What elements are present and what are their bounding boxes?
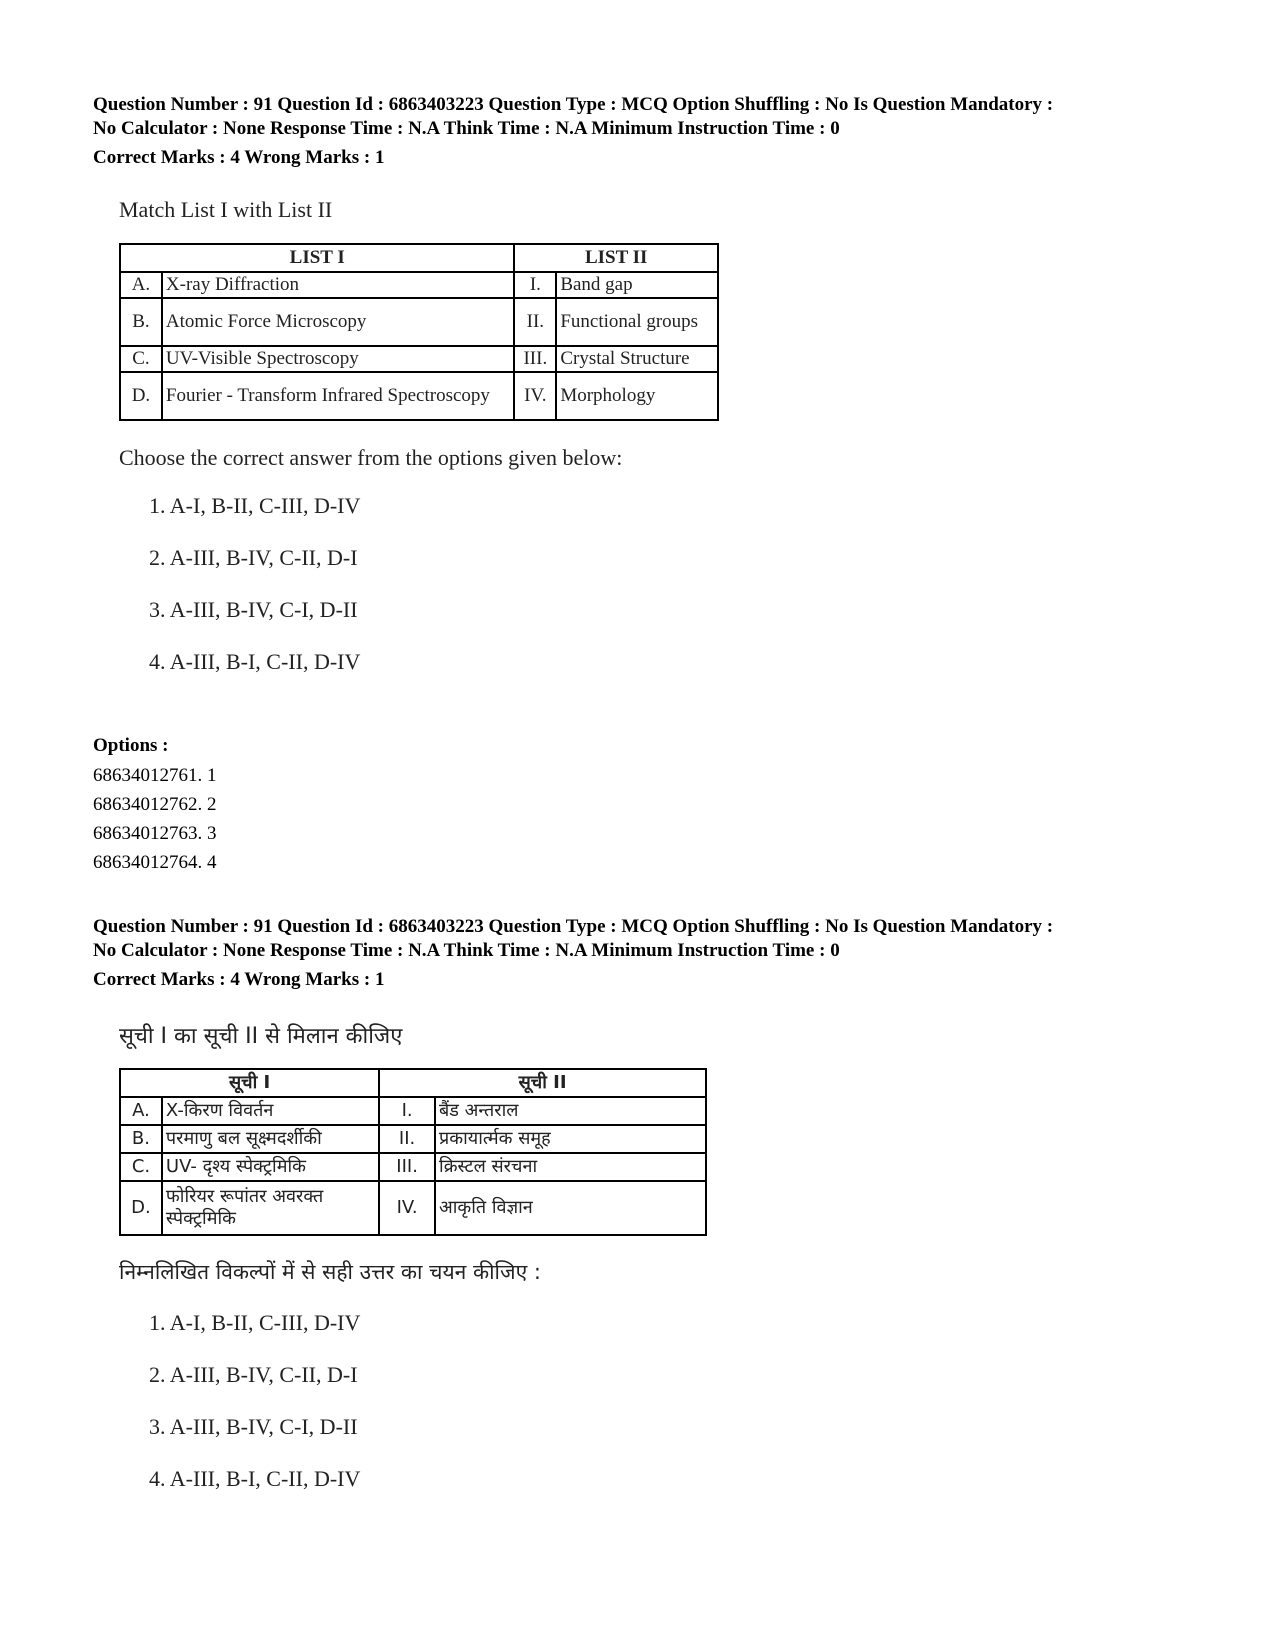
row-key: D. [120,1181,162,1235]
question-content-1 [119,197,719,675]
choice-list [119,493,719,675]
row-value: आकृति विज्ञान [435,1181,706,1235]
choice-item: 3. A-III, B-IV, C-I, D-II [149,1414,358,1439]
row-key: IV. [514,372,556,420]
list1-header: LIST I [120,244,514,272]
options-label: Options : [93,735,169,756]
choice-item: 3. A-III, B-IV, C-I, D-II [149,597,358,622]
row-key: I. [514,272,556,298]
row-value: Functional groups [556,298,718,346]
choice-item: 4. A-III, B-I, C-II, D-IV [149,649,361,674]
row-value: Morphology [556,372,718,420]
row-key: IV. [379,1181,435,1235]
choose-instruction: Choose the correct answer from the options given below: [119,445,623,470]
question-meta-1 [93,93,1193,170]
question-stem: सूची I का सूची II से मिलान कीजिए [119,1024,403,1049]
row-value: बैंड अन्तराल [435,1097,706,1125]
row-value: परमाणु बल सूक्ष्मदर्शीकी [162,1125,379,1153]
row-key: II. [514,298,556,346]
options-section [93,735,1193,877]
row-value: Atomic Force Microscopy [162,298,514,346]
match-table [119,1068,707,1236]
row-key: B. [120,1125,162,1153]
meta-line-1: Question Number : 91 Question Id : 6863403223 Question Type : MCQ Option Shuffling : No Is Question Mandatory : [93,916,1054,937]
row-value: Band gap [556,272,718,298]
row-value: क्रिस्टल संरचना [435,1153,706,1181]
row-value: प्रकायार्त्मक समूह [435,1125,706,1153]
list1-header: सूची I [120,1069,379,1097]
row-value: Fourier - Transform Infrared Spectroscopy [162,372,514,420]
row-key: C. [120,1153,162,1181]
row-value: X-ray Diffraction [162,272,514,298]
row-key: III. [514,346,556,372]
question-content-2 [119,1020,707,1492]
question-stem: Match List I with List II [119,197,333,222]
meta-line-2: No Calculator : None Response Time : N.A Think Time : N.A Minimum Instruction Time : 0 [93,940,840,961]
row-key: B. [120,298,162,346]
option-row: 68634012761. 1 [93,765,217,786]
option-row: 68634012763. 3 [93,823,217,844]
row-key: D. [120,372,162,420]
option-row: 68634012762. 2 [93,794,217,815]
choice-item: 1. A-I, B-II, C-III, D-IV [149,1310,361,1335]
row-key: III. [379,1153,435,1181]
choice-item: 1. A-I, B-II, C-III, D-IV [149,493,361,518]
choice-item: 2. A-III, B-IV, C-II, D-I [149,1362,358,1387]
marks-line: Correct Marks : 4 Wrong Marks : 1 [93,147,385,168]
row-key: C. [120,346,162,372]
row-key: II. [379,1125,435,1153]
choice-item: 2. A-III, B-IV, C-II, D-I [149,545,358,570]
row-key: A. [120,1097,162,1125]
row-value: X-किरण विवर्तन [162,1097,379,1125]
row-value: UV-Visible Spectroscopy [162,346,514,372]
list2-header: LIST II [514,244,718,272]
choice-list [119,1310,707,1492]
meta-line-2: No Calculator : None Response Time : N.A Think Time : N.A Minimum Instruction Time : 0 [93,118,840,139]
choice-item: 4. A-III, B-I, C-II, D-IV [149,1466,361,1491]
row-key: I. [379,1097,435,1125]
row-value: फोरियर रूपांतर अवरक्त स्पेक्ट्रमिकि [162,1181,379,1235]
option-row: 68634012764. 4 [93,852,217,873]
row-value: Crystal Structure [556,346,718,372]
marks-line: Correct Marks : 4 Wrong Marks : 1 [93,969,385,990]
choose-instruction: निम्नलिखित विकल्पों में से सही उत्तर का चयन कीजिए : [119,1260,541,1284]
list2-header: सूची II [379,1069,706,1097]
row-key: A. [120,272,162,298]
question-meta-2 [93,915,1193,992]
meta-line-1: Question Number : 91 Question Id : 6863403223 Question Type : MCQ Option Shuffling : No Is Question Mandatory : [93,94,1054,115]
match-table [119,243,719,421]
options-list [93,761,1193,877]
row-value: UV- दृश्य स्पेक्ट्रमिकि [162,1153,379,1181]
